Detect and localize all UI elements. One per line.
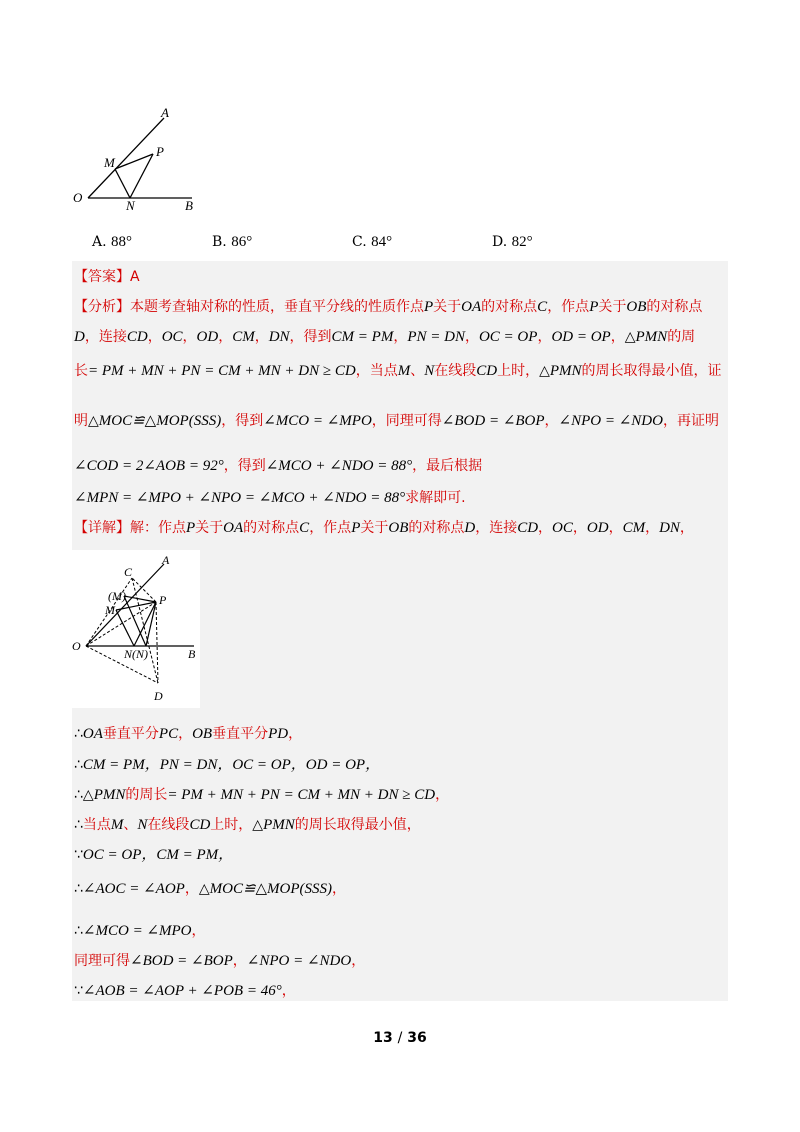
text: ，当点	[355, 363, 398, 379]
math: D	[74, 329, 85, 345]
math: CD	[517, 520, 539, 536]
segment-NP	[130, 154, 153, 198]
math: CD	[189, 817, 211, 833]
page-separator: /	[397, 1030, 403, 1046]
detail-step-1: ∴OA垂直平分PC，OB垂直平分PD，	[74, 726, 303, 742]
analysis-line-3	[74, 360, 722, 380]
text: 的周长取得最小值，	[294, 817, 421, 833]
math: M	[397, 363, 411, 379]
detail-step-5	[74, 843, 233, 864]
math: ∠MCO = ∠MPO	[263, 413, 372, 429]
math: P	[424, 299, 434, 315]
math: ∠MCO = ∠MPO	[82, 923, 192, 939]
choice-value: 82°	[511, 234, 533, 250]
math: OB	[388, 520, 409, 536]
figure-reflection-diagram	[72, 550, 200, 708]
segment-MP	[115, 154, 153, 169]
math: OA	[461, 299, 482, 315]
text: ，作点	[547, 299, 590, 315]
choice-letter: B.	[212, 234, 227, 250]
math: PC	[158, 726, 179, 742]
label-A: A	[161, 105, 169, 120]
math: CM	[622, 520, 646, 536]
math: C	[537, 299, 548, 315]
therefore-symbol: ∴	[74, 923, 83, 939]
math: ∠COD = 2∠AOB = 92°	[74, 458, 224, 474]
text: ，同理可得	[371, 413, 442, 429]
label-A: A	[162, 553, 170, 567]
text: 关于	[360, 520, 389, 536]
choice-value: 86°	[231, 234, 253, 250]
math: OC	[161, 329, 183, 345]
text: 明	[74, 413, 88, 429]
detail-step-9: ∵∠AOB = ∠AOP + ∠POB = 46°，	[74, 983, 296, 999]
math: OD	[196, 329, 219, 345]
choice-d[interactable]	[492, 234, 533, 251]
text: 的对称点	[408, 520, 465, 536]
page-current: 13	[373, 1030, 393, 1046]
text: 关于	[433, 299, 462, 315]
detail-step-7: ∴∠MCO = ∠MPO，	[74, 923, 206, 939]
math: OD = OP	[551, 329, 611, 345]
therefore-symbol: ∴	[74, 787, 83, 803]
math: DN	[659, 520, 680, 536]
math: PMN	[549, 363, 582, 379]
text: 同理可得	[74, 953, 130, 969]
text: ，连接	[84, 329, 127, 345]
text: 解：作点	[130, 520, 186, 536]
math: P	[589, 299, 599, 315]
math: ∠MPN = ∠MPO + ∠NPO = ∠MCO + ∠NDO = 88°	[74, 490, 406, 506]
text: ，得到	[221, 413, 264, 429]
label-M: M	[105, 603, 115, 617]
text: 长	[74, 363, 88, 379]
analysis-line-5	[74, 455, 482, 475]
choice-b[interactable]	[212, 234, 252, 251]
math: ∠AOC = ∠AOP	[82, 881, 185, 897]
therefore-symbol: ∴	[74, 881, 83, 897]
segment-PD	[156, 602, 158, 683]
text: 的周	[667, 329, 696, 345]
label-C: C	[124, 565, 133, 579]
triangle-symbol: △	[252, 817, 264, 833]
text: 的对称点	[481, 299, 538, 315]
text: ，再证明	[662, 413, 719, 429]
therefore-symbol: ∴	[74, 726, 83, 742]
detail-tag: 【详解】	[74, 520, 130, 536]
math: MOC≌△MOP(SSS)	[209, 881, 333, 897]
label-N: N	[126, 198, 135, 213]
because-symbol: ∵	[74, 983, 83, 999]
figure-angle-diagram	[70, 104, 210, 216]
choice-value: 84°	[371, 234, 393, 250]
math: OD	[586, 520, 609, 536]
label-M: M	[104, 155, 115, 170]
math: PMN	[635, 329, 668, 345]
segment-MN	[115, 169, 130, 198]
math: ∠MCO + ∠NDO = 88°	[265, 458, 413, 474]
math: PMN	[93, 787, 126, 803]
text: ，最后根据	[412, 458, 483, 474]
text: ，连接	[475, 520, 518, 536]
text: 的周长	[125, 787, 168, 803]
math: OB	[626, 299, 647, 315]
math: OA	[82, 726, 103, 742]
text: 在线段	[147, 817, 190, 833]
text: 垂直平分	[212, 726, 269, 742]
ray-OA	[88, 118, 164, 198]
answer-choices	[92, 234, 652, 256]
math: OB	[192, 726, 213, 742]
text: ，得到	[289, 329, 332, 345]
text: 的周长取得最小值，证	[581, 363, 722, 379]
label-B: B	[185, 198, 193, 213]
text: 、	[410, 363, 425, 379]
math: ∠NPO = ∠NDO	[558, 413, 663, 429]
segment-M2N2	[124, 596, 146, 646]
detail-step-6: ∴∠AOC = ∠AOP，△MOC≌△MOP(SSS)，	[74, 881, 347, 897]
math: CM = PM	[331, 329, 394, 345]
math: N	[424, 363, 435, 379]
choice-c[interactable]	[352, 234, 392, 251]
math: CD	[126, 329, 148, 345]
math: ∠NPO = ∠NDO	[246, 953, 352, 969]
answer-tag: 【答案】	[74, 269, 130, 285]
analysis-line-6	[74, 487, 466, 507]
label-M-paren: (M)	[108, 589, 126, 603]
triangle-symbol: △	[88, 413, 99, 429]
text: ，得到	[223, 458, 266, 474]
detail-step-2	[74, 753, 380, 774]
choice-value: 88°	[111, 234, 133, 250]
math: M	[110, 817, 124, 833]
triangle-symbol: △	[624, 329, 636, 345]
math: DN	[268, 329, 290, 345]
detail-step-3: ∴△PMN的周长= PM + MN + PN = CM + MN + DN ≥ CD，	[74, 787, 450, 803]
math: P	[186, 520, 196, 536]
math: = PM + MN + PN = CM + MN + DN ≥ CD	[167, 787, 436, 803]
analysis-tag: 【分析】	[74, 299, 130, 315]
math: MOC≌△MOP(SSS)	[98, 413, 222, 429]
answer-value: A	[130, 269, 140, 285]
segment-N2P	[146, 602, 156, 646]
math: OC = OP	[478, 329, 538, 345]
math: C	[299, 520, 310, 536]
answer-line	[74, 266, 140, 286]
segment-CD	[132, 578, 158, 683]
math: CM = PM，PN = DN，OC = OP，OD = OP，	[82, 757, 381, 773]
text: 求解即可.	[405, 490, 466, 506]
page-total: 36	[407, 1030, 427, 1046]
text: ，作点	[309, 520, 352, 536]
label-P: P	[159, 593, 167, 607]
math: PD	[268, 726, 289, 742]
math: N	[137, 817, 148, 833]
text: 在线段	[434, 363, 477, 379]
text: 当点	[82, 817, 111, 833]
analysis-line-2: D，连接CD，OC，OD，CM，DN，得到CM = PM，PN = DN，OC = OP，OD = OP，△PMN的周	[74, 329, 696, 345]
label-B: B	[188, 647, 196, 661]
text: 垂直平分	[102, 726, 159, 742]
math: ∠BOD = ∠BOP	[130, 953, 233, 969]
text: 关于	[598, 299, 627, 315]
therefore-symbol: ∴	[74, 757, 83, 773]
text: 上时，	[497, 363, 540, 379]
detail-step-8: 同理可得∠BOD = ∠BOP，∠NPO = ∠NDO，	[74, 953, 366, 969]
math: P	[351, 520, 361, 536]
label-P: P	[156, 144, 164, 159]
math: OC	[552, 520, 573, 536]
choice-letter: A.	[92, 234, 107, 250]
detail-step-4: ∴当点M、N在线段CD上时，△PMN的周长取得最小值，	[74, 817, 421, 833]
math: ∠BOD = ∠BOP	[441, 413, 545, 429]
math: ∠AOB = ∠AOP + ∠POB = 46°	[82, 983, 282, 999]
therefore-symbol: ∴	[74, 817, 83, 833]
choice-letter: C.	[352, 234, 367, 250]
text: 上时，	[210, 817, 253, 833]
choice-letter: D.	[492, 234, 508, 250]
text: 关于	[195, 520, 224, 536]
math: PN = DN	[407, 329, 465, 345]
because-symbol: ∵	[74, 847, 83, 863]
math: CM	[232, 329, 255, 345]
math: = PM + MN + PN = CM + MN + DN ≥ CD	[88, 363, 356, 379]
label-N: N(N)	[124, 647, 148, 661]
math: PMN	[263, 817, 295, 833]
triangle-symbol: △	[198, 881, 210, 897]
analysis-line-4: 明△MOC≌△MOP(SSS)，得到∠MCO = ∠MPO，同理可得∠BOD = ∠BOP，∠NPO = ∠NDO，再证明	[74, 413, 719, 429]
label-O: O	[72, 639, 81, 653]
math: OA	[223, 520, 244, 536]
text: 的对称点	[646, 299, 703, 315]
triangle-symbol: △	[82, 787, 94, 803]
label-O: O	[73, 190, 83, 205]
label-D: D	[154, 689, 163, 703]
analysis-line-1	[74, 296, 702, 316]
text: 的对称点	[243, 520, 300, 536]
math: OC = OP，CM = PM，	[82, 847, 234, 863]
detail-line-1: 【详解】解：作点P关于OA的对称点C，作点P关于OB的对称点D，连接CD，OC，OD，CM，DN，	[74, 520, 694, 536]
page-number	[0, 1030, 800, 1046]
text: 本题考查轴对称的性质，垂直平分线的性质作点	[130, 299, 424, 315]
math: CD	[476, 363, 498, 379]
triangle-symbol: △	[539, 363, 550, 379]
segment-MN	[116, 610, 134, 646]
choice-a[interactable]	[92, 234, 132, 251]
segment-NP	[134, 602, 156, 646]
math: D	[464, 520, 476, 536]
